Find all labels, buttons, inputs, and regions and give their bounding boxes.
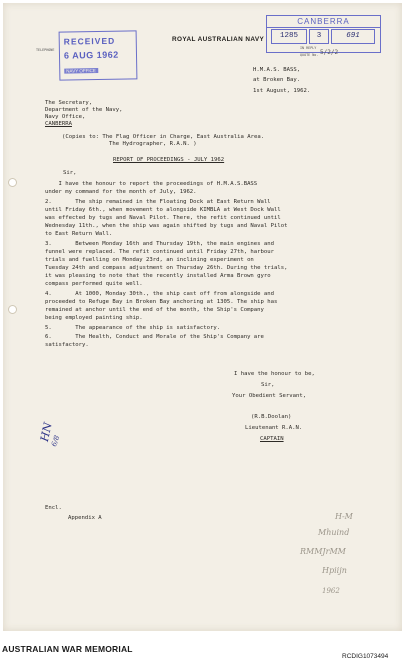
received-stamp-line1: RECEIVED [63,35,116,47]
salutation: Sir, [63,170,77,176]
addressee-line: The Secretary, [45,100,93,106]
sender-location: at Broken Bay. [253,77,301,83]
pencil-note: RMMJrMM [300,547,346,556]
folio-number: 691 [331,29,375,44]
body-line: compass performed quite well. [45,281,143,287]
punch-hole [8,178,17,187]
body-line: Tuesday 24th and compass adjustment on Thursday 26th. During the trials, [45,265,288,271]
pencil-note: H-M [335,512,353,521]
signatory-name: (R.B.Doolan) [251,414,292,420]
body-line: proceeded to Refuge Bay in Broken Bay anchoring at 1305. The ship has [45,299,278,305]
part-number: 3 [309,29,329,44]
quote-label: QUOTE No. [300,53,319,57]
body-line: 6. The Health, Conduct and Morale of the Ship's Company are [45,334,264,340]
body-line: under my command for the month of July, 1962. [45,189,197,195]
body-line: I have the honour to report the proceedings of H.M.A.S.BASS [45,181,258,187]
body-line: funnel were replaced. The refit continued until Friday 27th, harbour [45,249,275,255]
enclosure-label: Encl. [45,505,62,511]
body-line: 2. The ship remained in the Floating Dock at East Return Wall [45,199,271,205]
body-line: until Friday 6th., when movement to alongside KIMBLA at West Dock Wall [45,207,281,213]
handwritten-initials: HN [38,421,55,443]
body-line: it was pleasing to note that the recently installed Arma Brown gyro [45,273,271,279]
closing-line: Your Obedient Servant, [232,393,307,399]
copies-line: The Hydrographer, R.A.N. ) [109,141,197,147]
closing-line: Sir, [261,382,275,388]
signatory-title: CAPTAIN [260,436,284,442]
received-stamp [59,30,138,80]
signatory-rank: Lieutenant R.A.N. [245,425,303,431]
received-stamp-date: 6 AUG 1962 [63,49,119,61]
received-stamp-office: NAVY OFFICE [66,68,96,74]
pencil-note: 1962 [322,587,340,595]
addressee-city: CANBERRA [45,121,72,127]
telephone-label: TELEPHONE [36,48,55,52]
body-line: was effected by tugs and Naval Pilot. There, the refit continued until [45,215,281,221]
punch-hole [8,305,17,314]
body-line: to East Return Wall. [45,231,113,237]
pencil-note: Mhuind [318,528,350,537]
body-line: satisfactory. [45,342,89,348]
sender-ship: H.M.A.S. BASS, [253,67,301,73]
file-number: 1285 [271,29,307,44]
copies-line: (Copies to: The Flag Officer in Charge, East Australia Area. [62,134,265,140]
footer-record-id: RCDIG1073494 [342,653,389,660]
closing-line: I have the honour to be, [234,371,315,377]
body-line: 5. The appearance of the ship is satisfactory. [45,325,221,331]
body-line: Wednesday 11th., when the ship was again shifted by tugs and Naval Pilot [45,223,288,229]
body-line: being employed painting ship. [45,315,143,321]
letter-date: 1st August, 1962. [253,88,311,94]
enclosure-item: Appendix A [68,515,102,521]
report-title: REPORT OF PROCEEDINGS - JULY 1962 [113,157,225,163]
body-line: trials and fuelling on Monday 23rd, an inclining experiment on [45,257,254,263]
letterhead: ROYAL AUSTRALIAN NAVY [172,36,265,43]
quote-reference: 5/2/2 [320,49,339,56]
addressee-line: Department of the Navy, [45,107,123,113]
handwritten-date: 6/8 [49,434,62,448]
canberra-stamp-title: CANBERRA [267,16,380,28]
canberra-stamp [266,15,381,53]
footer-institution: AUSTRALIAN WAR MEMORIAL [2,644,133,654]
addressee-line: Navy Office, [45,114,86,120]
pencil-note: Hpiijn [322,566,347,575]
in-reply-label: IN REPLY [300,46,317,50]
body-line: remained at anchor until the end of the month, the Ship's Company [45,307,264,313]
body-line: 4. At 1000, Monday 30th., the ship cast off from alongside and [45,291,275,297]
body-line: 3. Between Monday 16th and Thursday 19th, the main engines and [45,241,275,247]
